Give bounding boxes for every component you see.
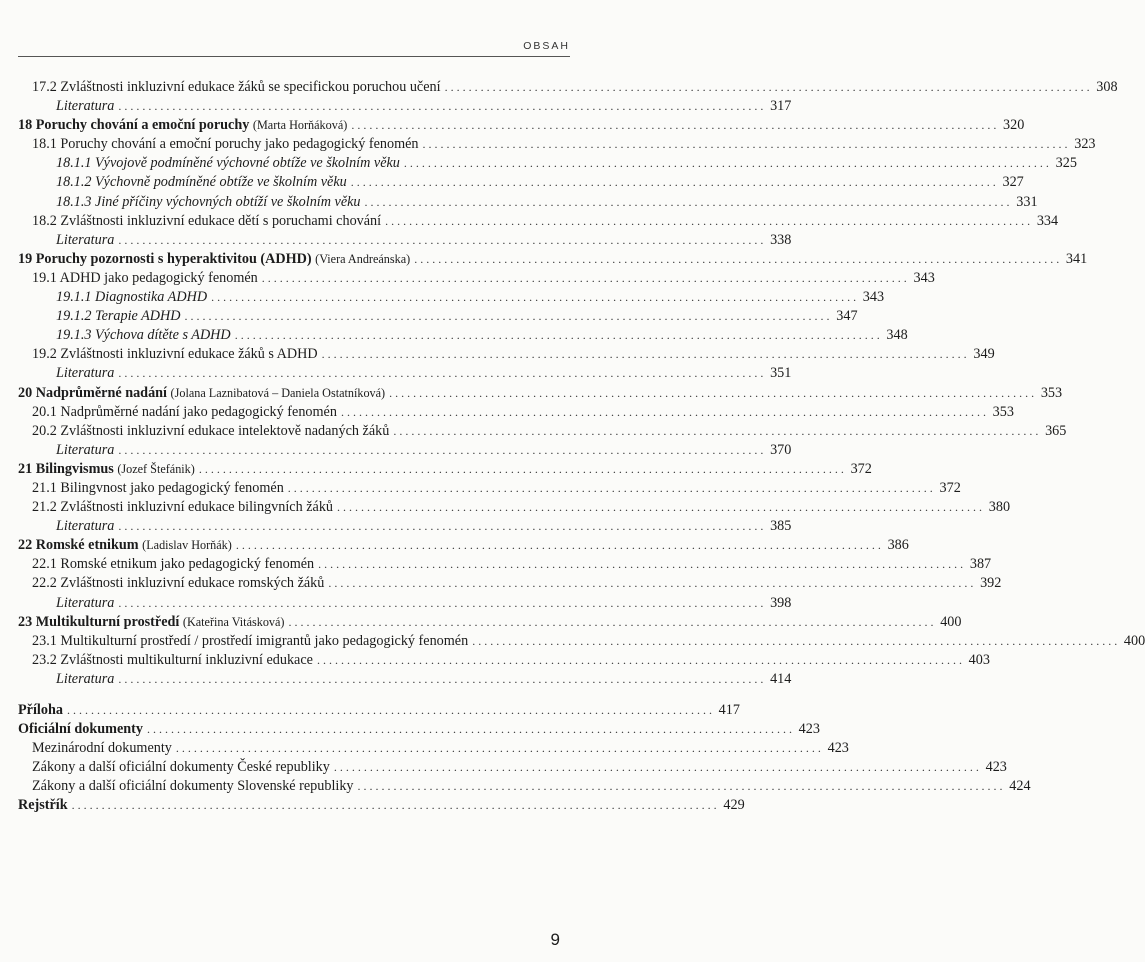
- toc-entry-title: [32, 78, 441, 97]
- toc-entry[interactable]: [18, 193, 1038, 212]
- dot-leader: [185, 307, 830, 326]
- toc-entry[interactable]: [18, 479, 961, 498]
- toc-entry[interactable]: [18, 460, 872, 479]
- toc-entry[interactable]: [18, 173, 1024, 192]
- toc-entry-page: 403: [968, 651, 990, 668]
- toc-entry-page: 372: [939, 479, 961, 496]
- toc-entry-title: [18, 701, 63, 720]
- dot-leader: [389, 384, 1034, 403]
- table-of-contents: [18, 78, 1145, 816]
- toc-entry[interactable]: [18, 701, 740, 720]
- toc-entry-title: [56, 594, 114, 613]
- toc-entry[interactable]: [18, 777, 1031, 796]
- toc-entry-page: 387: [969, 556, 992, 573]
- toc-entry-title-text: 22.2 Zvláštnosti inkluzivní edukace romských žáků: [32, 575, 325, 592]
- toc-entry-title: [56, 173, 347, 192]
- toc-entry-page: 351: [770, 365, 792, 382]
- dot-leader: [385, 212, 1030, 231]
- toc-entry-title: [18, 460, 195, 479]
- toc-entry-author: (Marta Horňáková): [252, 118, 348, 133]
- toc-entry-page: 349: [973, 346, 995, 363]
- dot-leader: [351, 116, 996, 135]
- toc-entry-author: (Kateřina Vitásková): [182, 614, 285, 629]
- dot-leader: [337, 498, 982, 517]
- dot-leader: [318, 555, 963, 574]
- toc-entry[interactable]: [18, 250, 1088, 269]
- running-header: [18, 40, 570, 57]
- toc-entry[interactable]: [18, 364, 792, 383]
- toc-entry-title-text: Literatura: [56, 365, 115, 382]
- toc-entry-page: 343: [862, 289, 885, 306]
- toc-entry-title: [56, 97, 114, 116]
- dot-leader: [393, 422, 1038, 441]
- toc-entry-title: [56, 517, 114, 536]
- dot-leader: [118, 594, 763, 613]
- toc-entry[interactable]: [18, 517, 792, 536]
- toc-entry-title-text: 21.1 Bilingvnost jako pedagogický fenomén: [32, 479, 284, 496]
- dot-leader: [211, 288, 856, 307]
- dot-leader: [317, 651, 962, 670]
- dot-leader: [262, 269, 907, 288]
- dot-leader: [236, 536, 881, 555]
- toc-entry-title-text: Rejstřík: [18, 797, 68, 814]
- toc-entry-title: [32, 479, 284, 498]
- dot-leader: [423, 135, 1068, 154]
- toc-entry-title-text: 20 Nadprůměrné nadání: [18, 384, 167, 401]
- toc-entry-title-text: 18.1.3 Jiné příčiny výchovných obtíží ve školním věku: [56, 193, 361, 210]
- toc-entry-title-text: Literatura: [56, 518, 115, 535]
- toc-entry-title-text: 23.1 Multikulturní prostředí / prostředí imigrantů jako pedagogický fenomén: [32, 632, 469, 649]
- toc-entry-title-text: 18.1 Poruchy chování a emoční poruchy jako pedagogický fenomén: [32, 136, 419, 153]
- toc-entry-page: 338: [770, 231, 792, 248]
- toc-entry[interactable]: [18, 670, 792, 689]
- toc-entry-page: 325: [1055, 155, 1077, 172]
- toc-entry[interactable]: [18, 555, 992, 574]
- toc-entry-title-text: 23 Multikulturní prostředí: [18, 613, 180, 630]
- toc-entry-page: 398: [770, 594, 792, 611]
- toc-entry-title-text: 22 Romské etnikum: [18, 537, 139, 554]
- toc-entry-title: [56, 154, 400, 173]
- dot-leader: [472, 632, 1117, 651]
- toc-entry-title: [56, 231, 114, 250]
- dot-leader: [72, 796, 717, 815]
- toc-entry-title: [18, 536, 232, 555]
- toc-entry[interactable]: [18, 135, 1096, 154]
- toc-entry-title-text: Literatura: [56, 441, 115, 458]
- toc-entry-page: 414: [770, 670, 792, 687]
- toc-entry-title: [56, 307, 181, 326]
- toc-entry[interactable]: [18, 212, 1059, 231]
- dot-leader: [118, 517, 763, 536]
- toc-entry-page: 331: [1016, 193, 1038, 210]
- toc-entry-page: 429: [723, 797, 745, 814]
- toc-entry[interactable]: [18, 441, 792, 460]
- toc-entry-title: [18, 116, 347, 135]
- toc-entry-title: [32, 651, 313, 670]
- toc-entry[interactable]: [18, 231, 792, 250]
- dot-leader: [288, 479, 933, 498]
- dot-leader: [118, 231, 763, 250]
- toc-entry[interactable]: [18, 796, 745, 815]
- toc-entry-title: [32, 758, 330, 777]
- toc-entry-title-text: Zákony a další oficiální dokumenty Slovenské republiky: [32, 778, 354, 795]
- toc-entry[interactable]: [18, 326, 908, 345]
- toc-entry-title: [32, 574, 324, 593]
- toc-entry-page: 308: [1096, 79, 1118, 95]
- toc-entry[interactable]: [18, 498, 1011, 517]
- toc-entry-title: [32, 269, 258, 288]
- dot-leader: [235, 326, 880, 345]
- toc-entry[interactable]: [18, 116, 1025, 135]
- toc-entry-title: [32, 212, 381, 231]
- dot-leader: [351, 173, 996, 192]
- dot-leader: [118, 364, 763, 383]
- toc-entry-title: [18, 613, 284, 632]
- toc-entry-title-text: 17.2 Zvláštnosti inkluzivní edukace žáků se specifickou poruchou učení: [32, 79, 441, 95]
- toc-entry-title: [32, 739, 172, 758]
- toc-entry[interactable]: [18, 613, 962, 632]
- toc-entry-title: [18, 796, 68, 815]
- toc-entry-title-text: 23.2 Zvláštnosti multikulturní inkluzivní edukace: [32, 651, 313, 668]
- toc-entry-author: (Ladislav Horňák): [142, 538, 232, 553]
- toc-entry-title-text: Příloha: [18, 702, 63, 718]
- toc-entry-page: 323: [1074, 136, 1096, 153]
- toc-entry-page: 400: [940, 613, 962, 630]
- toc-entry-title-text: 18.1.2 Výchovně podmíněné obtíže ve školním věku: [56, 174, 347, 191]
- toc-entry-title: [56, 670, 114, 689]
- toc-entry-page: 400: [1123, 632, 1145, 649]
- toc-entry-title: [32, 777, 354, 796]
- toc-entry-title-text: Literatura: [56, 594, 115, 611]
- toc-entry[interactable]: [18, 422, 1067, 441]
- dot-leader: [404, 154, 1049, 173]
- dot-leader: [414, 250, 1059, 269]
- toc-entry-title-text: Literatura: [56, 231, 115, 248]
- toc-entry-page: 317: [770, 98, 792, 115]
- toc-entry-title: [32, 632, 468, 651]
- toc-entry-title-text: Literatura: [56, 670, 115, 687]
- toc-entry-title-text: 18.2 Zvláštnosti inkluzivní edukace dětí s poruchami chování: [32, 212, 382, 229]
- dot-leader: [322, 345, 967, 364]
- toc-entry-page: 365: [1045, 422, 1067, 439]
- toc-entry[interactable]: [18, 154, 1077, 173]
- toc-entry-title-text: 22.1 Romské etnikum jako pedagogický fenomén: [32, 556, 315, 573]
- toc-entry-title: [56, 441, 114, 460]
- dot-leader: [288, 613, 933, 632]
- toc-entry-page: 348: [886, 327, 908, 344]
- dot-leader: [358, 777, 1003, 796]
- toc-entry[interactable]: [18, 269, 935, 288]
- toc-entry-title: [32, 555, 314, 574]
- toc-entry-page: 327: [1002, 174, 1024, 191]
- toc-entry-title: [32, 345, 318, 364]
- toc-entry-title-text: 18 Poruchy chování a emoční poruchy: [18, 117, 250, 134]
- toc-entry-title-text: 18.1.1 Vývojově podmíněné výchovné obtíže ve školním věku: [56, 155, 400, 172]
- toc-entry-title: [32, 498, 333, 517]
- toc-entry-page: 334: [1036, 212, 1059, 229]
- dot-leader: [176, 739, 821, 758]
- toc-entry-page: 343: [913, 269, 935, 286]
- toc-entry-title: [32, 135, 419, 154]
- toc-entry-page: 347: [836, 308, 858, 325]
- toc-entry-page: 341: [1065, 250, 1088, 267]
- toc-entry[interactable]: [18, 288, 885, 307]
- toc-entry-title: [18, 250, 410, 269]
- toc-entry[interactable]: [18, 536, 909, 555]
- toc-entry-title: [56, 288, 207, 307]
- toc-entry[interactable]: [18, 78, 1118, 97]
- dot-leader: [334, 758, 979, 777]
- toc-entry-page: 417: [718, 702, 740, 718]
- toc-entry[interactable]: [18, 632, 1145, 651]
- toc-entry[interactable]: [18, 384, 1063, 403]
- toc-entry-title-text: Zákony a další oficiální dokumenty České republiky: [32, 759, 330, 776]
- toc-entry-title-text: 21 Bilingvismus: [18, 460, 114, 477]
- toc-entry[interactable]: [18, 720, 820, 739]
- toc-entry-title-text: Literatura: [56, 98, 115, 115]
- toc-entry-title-text: 19.1.3 Výchova dítěte s ADHD: [56, 327, 231, 344]
- toc-entry-title: [18, 720, 143, 739]
- toc-entry-title-text: 21.2 Zvláštnosti inkluzivní edukace bilingvních žáků: [32, 499, 334, 516]
- toc-entry-page: 424: [1009, 778, 1031, 795]
- toc-entry-title-text: 19.1 ADHD jako pedagogický fenomén: [32, 269, 258, 286]
- toc-entry-title: [32, 403, 337, 422]
- toc-entry-title: [18, 384, 385, 403]
- section-gap: [18, 689, 568, 701]
- toc-entry[interactable]: [18, 574, 1002, 593]
- toc-entry[interactable]: [18, 345, 995, 364]
- toc-entry-page: 372: [850, 460, 872, 477]
- toc-entry[interactable]: [18, 97, 792, 116]
- toc-entry-page: 385: [770, 518, 792, 535]
- dot-leader: [147, 720, 792, 739]
- toc-entry-title-text: Oficiální dokumenty: [18, 721, 143, 738]
- toc-entry-title: [32, 422, 389, 441]
- toc-entry-page: 423: [827, 740, 849, 757]
- toc-entry-page: 423: [798, 721, 820, 738]
- toc-entry-page: 320: [1003, 117, 1025, 134]
- dot-leader: [67, 701, 712, 720]
- toc-entry-page: 380: [988, 499, 1011, 516]
- dot-leader: [118, 670, 763, 689]
- toc-entry-author: (Jolana Laznibatová – Daniela Ostatníková): [170, 385, 386, 400]
- toc-entry-page: 386: [887, 537, 909, 554]
- toc-entry-title-text: 19.1.1 Diagnostika ADHD: [56, 289, 208, 306]
- toc-entry-author: (Viera Andreánska): [315, 251, 411, 266]
- toc-entry-title-text: 19.1.2 Terapie ADHD: [56, 308, 181, 325]
- dot-leader: [118, 441, 763, 460]
- toc-entry-page: 392: [980, 575, 1002, 592]
- dot-leader: [118, 97, 763, 116]
- toc-entry-title-text: 20.1 Nadprůměrné nadání jako pedagogický fenomén: [32, 403, 337, 420]
- dot-leader: [341, 403, 986, 422]
- toc-entry-title: [56, 193, 361, 212]
- toc-entry-author: (Jozef Štefánik): [117, 461, 195, 476]
- toc-entry-title-text: 19.2 Zvláštnosti inkluzivní edukace žáků s ADHD: [32, 346, 318, 363]
- dot-leader: [328, 574, 973, 593]
- toc-entry[interactable]: [18, 651, 990, 670]
- page-number: 9: [550, 930, 560, 949]
- toc-entry-title-text: 20.2 Zvláštnosti inkluzivní edukace intelektově nadaných žáků: [32, 422, 390, 439]
- toc-entry[interactable]: [18, 307, 858, 326]
- toc-entry-title: [56, 326, 231, 345]
- dot-leader: [445, 78, 1090, 97]
- toc-entry-title-text: Mezinárodní dokumenty: [32, 740, 172, 757]
- toc-entry[interactable]: [18, 739, 849, 758]
- dot-leader: [365, 193, 1010, 212]
- toc-entry-page: 423: [985, 759, 1007, 776]
- toc-entry[interactable]: [18, 403, 1014, 422]
- toc-entry[interactable]: [18, 758, 1007, 777]
- toc-entry-page: 370: [770, 441, 792, 458]
- toc-entry[interactable]: [18, 594, 792, 613]
- toc-entry-title: [56, 364, 114, 383]
- toc-entry-page: 353: [992, 403, 1014, 420]
- header-label: OBSAH: [523, 40, 570, 52]
- toc-entry-title-text: 19 Poruchy pozornosti s hyperaktivitou (ADHD): [18, 250, 312, 267]
- dot-leader: [199, 460, 844, 479]
- toc-entry-page: 353: [1040, 384, 1063, 401]
